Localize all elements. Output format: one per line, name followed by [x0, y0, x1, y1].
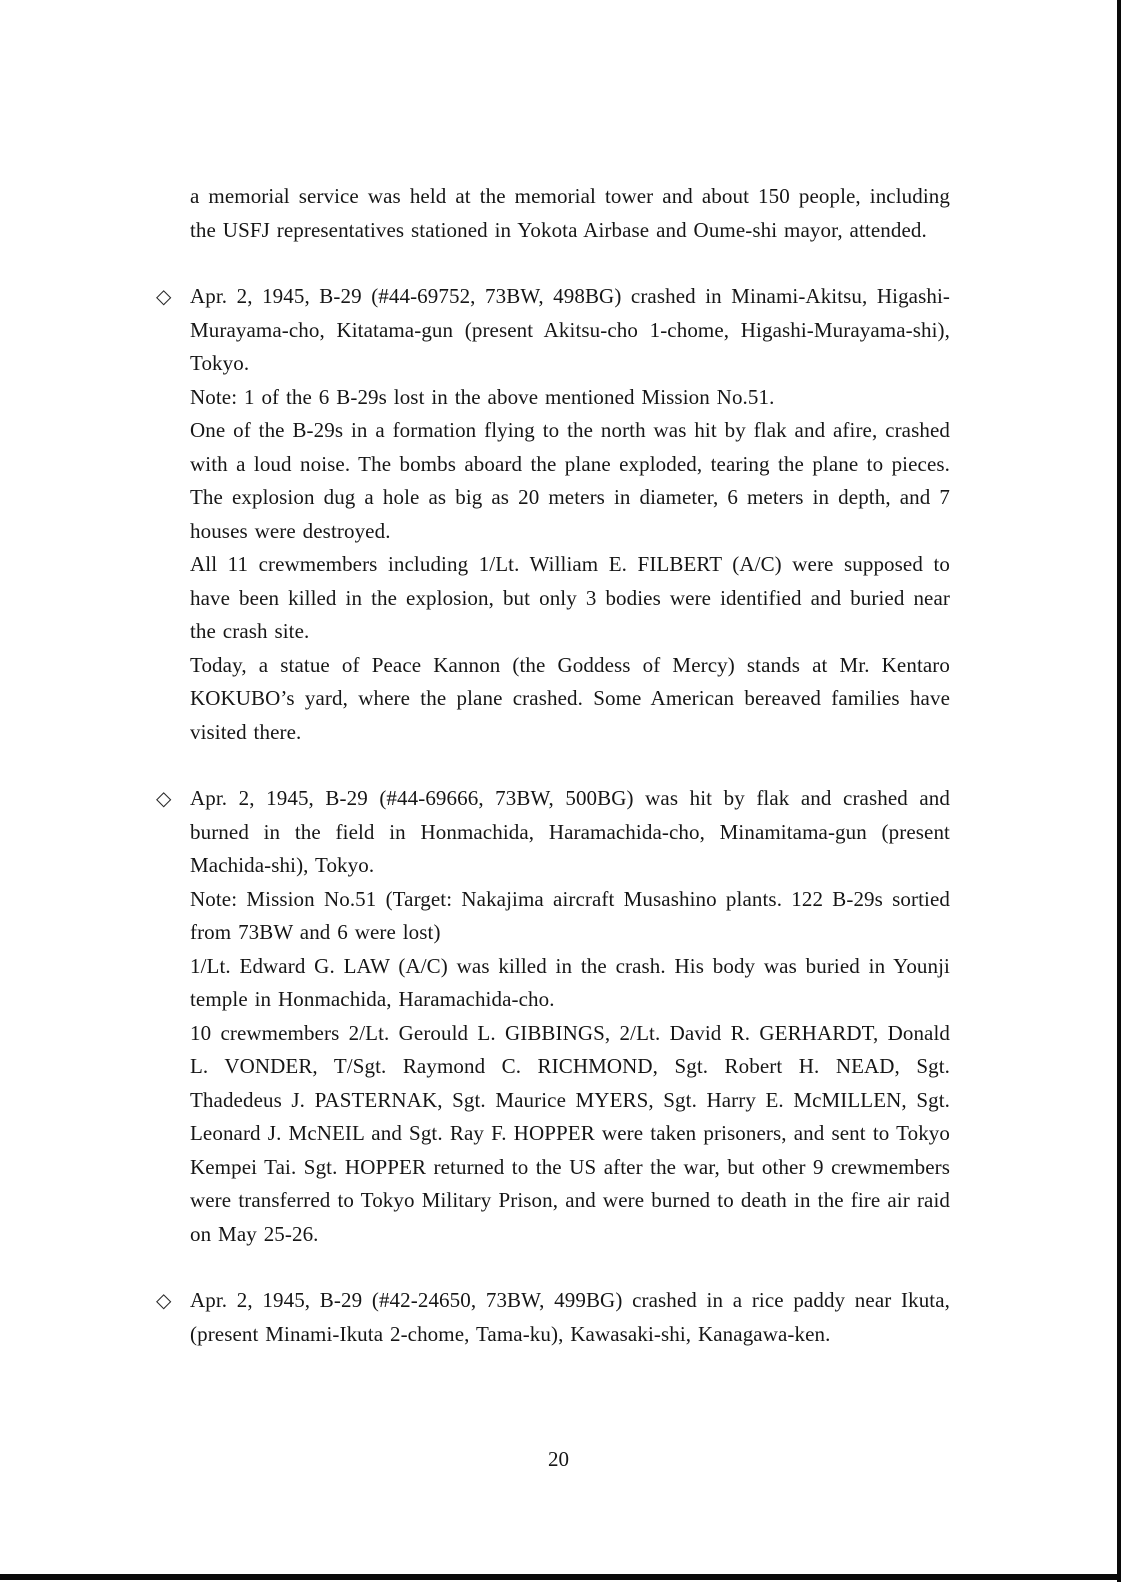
crash-entry-3	[156, 1284, 950, 1351]
crash-entry-2	[156, 782, 950, 1251]
entry-note: Note: 1 of the 6 B-29s lost in the above mentioned Mission No.51.	[190, 384, 775, 409]
entry-paragraph: One of the B-29s in a formation flying to the north was hit by flak and afire, crashed with a loud noise. The bombs aboard the plane exploded, tearing the plane to pieces. The explosion dug a hole as big as 20 meters in diameter, 6 meters in depth, and 7 houses were destroyed.	[190, 418, 950, 543]
page-number: 20	[548, 1447, 569, 1471]
entry-heading: Apr. 2, 1945, B-29 (#42-24650, 73BW, 499BG) crashed in a rice paddy near Ikuta, (present Minami-Ikuta 2-chome, Tama-ku), Kawasaki-shi, Kanagawa-ken.	[190, 1288, 950, 1346]
scan-border-bottom	[0, 1574, 1121, 1580]
diamond-bullet-icon: ◇	[156, 1290, 172, 1312]
entry-heading: Apr. 2, 1945, B-29 (#44-69666, 73BW, 500BG) was hit by flak and crashed and burned in the field in Honmachida, Haramachida-cho, Minamitama-gun (present Machida-shi), Tokyo.	[190, 786, 950, 877]
entry-paragraph: Today, a statue of Peace Kannon (the Goddess of Mercy) stands at Mr. Kentaro KOKUBO’s yard, where the plane crashed. Some American bereaved families have visited there.	[190, 652, 950, 744]
entry-paragraph: 10 crewmembers 2/Lt. Gerould L. GIBBINGS, 2/Lt. David R. GERHARDT, Donald L. VONDER, T/Sgt. Raymond C. RICHMOND, Sgt. Robert H. NEAD, Sgt. Thadedeus J. PASTERNAK, Sgt. Maurice MYERS, Sgt. Harry E. McMILLEN, Sgt. Leonard J. McNEIL and Sgt. Ray F. HOPPER were taken prisoners, and sent to Tokyo Kempei Tai. Sgt. HOPPER returned to the US after the war, but other 9 crewmembers were transferred to Tokyo Military Prison, and were burned to death in the fire air raid on May 25-26.	[190, 1020, 950, 1246]
scan-border-right	[1117, 0, 1121, 1582]
entry-paragraph: 1/Lt. Edward G. LAW (A/C) was killed in the crash. His body was buried in Younji temple in Honmachida, Haramachida-cho.	[190, 953, 950, 1011]
crash-entry-1	[156, 280, 950, 749]
page-body	[156, 180, 950, 1351]
entry-note: Note: Mission No.51 (Target: Nakajima aircraft Musashino plants. 122 B-29s sortied from 73BW and 6 were lost)	[190, 886, 950, 944]
diamond-bullet-icon: ◇	[156, 788, 172, 810]
entry-heading: Apr. 2, 1945, B-29 (#44-69752, 73BW, 498BG) crashed in Minami-Akitsu, Higashi-Murayama-cho, Kitatama-gun (present Akitsu-cho 1-chome, Higashi-Murayama-shi), Tokyo.	[190, 284, 950, 375]
intro-paragraph: a memorial service was held at the memorial tower and about 150 people, including the USFJ representatives stationed in Yokota Airbase and Oume-shi mayor, attended.	[190, 184, 950, 242]
entry-paragraph: All 11 crewmembers including 1/Lt. William E. FILBERT (A/C) were supposed to have been killed in the explosion, but only 3 bodies were identified and buried near the crash site.	[190, 552, 950, 643]
diamond-bullet-icon: ◇	[156, 286, 172, 308]
